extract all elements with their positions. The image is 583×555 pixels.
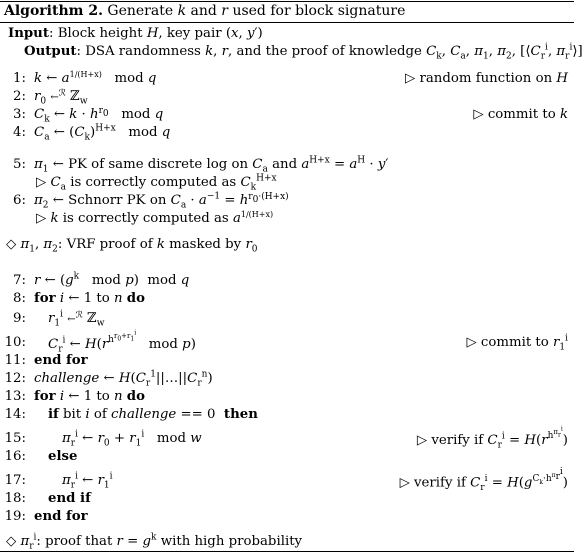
comment-1: ▷ random function on H — [405, 71, 568, 86]
algo-line-1: 1: k ← $a^{1/(H+x)}$ mod q ▷ random function on H — [13, 69, 568, 86]
algo-line-5-comment: ▷ $C_a$ is correctly computed as $C_k^{H+x}$ — [36, 173, 277, 193]
input-line: Input: Block height H, key pair (x, y′) — [8, 26, 263, 41]
algorithm-caption-text: Generate k and r used for block signature — [107, 3, 406, 19]
algo-line-6: 6: $\pi_2$ ← Schnorr PK on $C_a \cdot a^{-1} = h^{r_0\cdot(H+x)}$ — [13, 191, 289, 211]
algo-line-19: 19: end for — [4, 509, 88, 524]
algo-line-14: 14: if bit i of challenge == 0 then — [4, 407, 258, 422]
output-line: Output: DSA randomness k, r, and the proof of knowledge $C_k$, $C_a$, $\pi_1$, $\pi_2$, [$⟨C_r^i$, $\pi_r^i⟩$] — [24, 42, 583, 62]
comment-17: ▷ verify if $C_r^i = H(g^{C_k\cdot h^{\pi_r^i}})$ — [399, 467, 568, 494]
output-label: Output — [24, 44, 77, 59]
comment-15: ▷ verify if $C_r^i = H(r^{h^{\pi_r^i}})$ — [416, 426, 568, 451]
proof-note: ◇ $\pi_r^i$: proof that $r = g^k$ with high probability — [6, 532, 303, 552]
algo-line-13: 13: for i ← 1 to n do — [4, 389, 145, 404]
algo-line-12: 12: challenge ← $H(C_r^1||\dots||C_r^n)$ — [4, 369, 213, 389]
algo-line-2: 2: $r_0$ ←$^ℛ$ ℤ$_w$ — [13, 88, 88, 107]
algo-line-6-comment: ▷ k is correctly computed as $a^{1/(H+x)}$ — [36, 209, 274, 226]
algorithm-label: Algorithm 2. — [4, 3, 103, 19]
algo-line-16: 16: else — [4, 449, 78, 464]
algo-line-11: 11: end for — [4, 353, 88, 368]
algo-line-15: 15: $\pi_r^i$ ← $r_0 + r_1^i$ mod w ▷ verify if $C_r^i = H(r^{h^{\pi_r^i}})$ — [4, 426, 568, 451]
vrf-note: ◇ $\pi_1$, $\pi_2$: VRF proof of k masked by $r_0$ — [6, 237, 258, 255]
comment-10: ▷ commit to $r_1^i$ — [466, 333, 568, 353]
algo-line-10: 10: $C_r^i$ ← $H(r^{h^{r_0+r_1^i}}$ mod p) ▷ commit to $r_1^i$ — [4, 330, 568, 355]
algo-line-9: 9: $r_1^i$ ←$^ℛ$ ℤ$_w$ — [13, 309, 105, 329]
caption-rule — [0, 22, 574, 23]
algo-line-17: 17: $\pi_r^i$ ← $r_1^i$ ▷ verify if $C_r^i = H(g^{C_k\cdot h^{\pi_r^i}})$ — [4, 467, 568, 494]
bottom-rule — [0, 551, 574, 552]
algo-line-7: 7: r ← ($g^k$ mod p) mod q — [13, 271, 190, 288]
algo-line-8: 8: for i ← 1 to n do — [13, 291, 145, 306]
algorithm-caption — [4, 2, 405, 20]
algo-line-4: 4: $C_a$ ← $(C_k)^{H+x}$ mod q — [13, 123, 171, 143]
algo-line-5: 5: $\pi_1$ ← PK of same discrete log on $C_a$ and $a^{H+x} = a^H \cdot y'$ — [13, 155, 389, 175]
input-label: Input — [8, 26, 49, 41]
algo-line-3: 3: $C_k$ ← $k \cdot h^{r_0}$ mod q ▷ commit to k — [13, 105, 568, 125]
comment-3: ▷ commit to k — [473, 107, 568, 122]
algo-line-18: 18: end if — [4, 491, 91, 506]
